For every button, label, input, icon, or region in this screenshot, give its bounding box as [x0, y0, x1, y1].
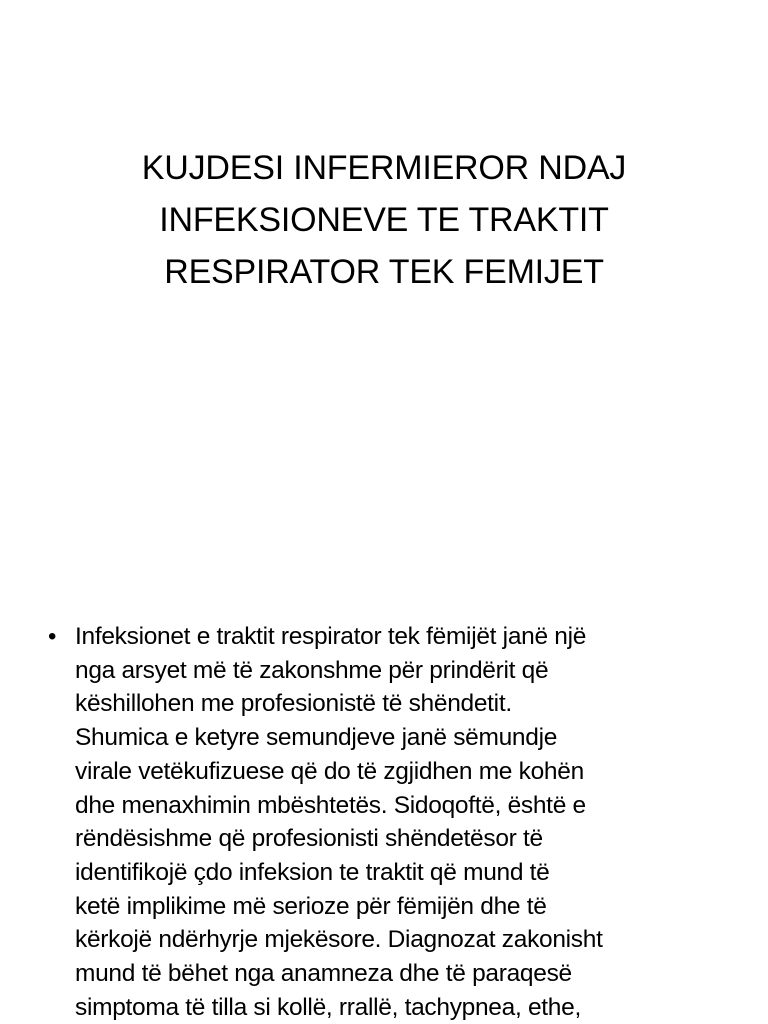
paragraph-line: virale vetëkufizuese që do të zgjidhen me kohën	[75, 757, 584, 785]
title-line: KUJDESI INFERMIEROR NDAJ	[141, 149, 627, 187]
paragraph-line: simptoma të tilla si kollë, rrallë, tachypnea, ethe,	[75, 993, 581, 1021]
content-slide	[0, 576, 768, 1024]
paragraph-line: dhe menaxhimin mbështetës. Sidoqoftë, është e	[75, 791, 586, 819]
title-line: INFEKSIONEVE TE TRAKTIT	[159, 201, 609, 239]
paragraph-line: nga arsyet më të zakonshme për prindërit që	[75, 656, 549, 684]
paragraph-line: kërkojë ndërhyrje mjekësore. Diagnozat zakonisht	[75, 926, 603, 954]
bullet-list	[48, 620, 738, 1024]
paragraph-line: këshillohen me profesionistë të shëndetit.	[75, 690, 512, 718]
paragraph-line: mund të bëhet nga anamneza dhe të paraqesë	[75, 960, 572, 988]
paragraph-line: Shumica e ketyre semundjeve janë sëmundje	[75, 724, 558, 752]
bullet-item	[48, 620, 738, 1024]
paragraph-line: ketë implikime më serioze për fëmijën dhe të	[75, 892, 547, 920]
paragraph-line: Infeksionet e traktit respirator tek fëmijët janë një	[75, 623, 587, 650]
slide-title	[64, 142, 704, 298]
paragraph-line: identifikojë çdo infeksion te traktit që mund të	[75, 858, 550, 886]
bullet-icon: •	[48, 623, 57, 650]
paragraph-line: rëndësishme që profesionisti shëndetësor të	[75, 825, 543, 853]
title-line: RESPIRATOR TEK FEMIJET	[164, 253, 604, 291]
